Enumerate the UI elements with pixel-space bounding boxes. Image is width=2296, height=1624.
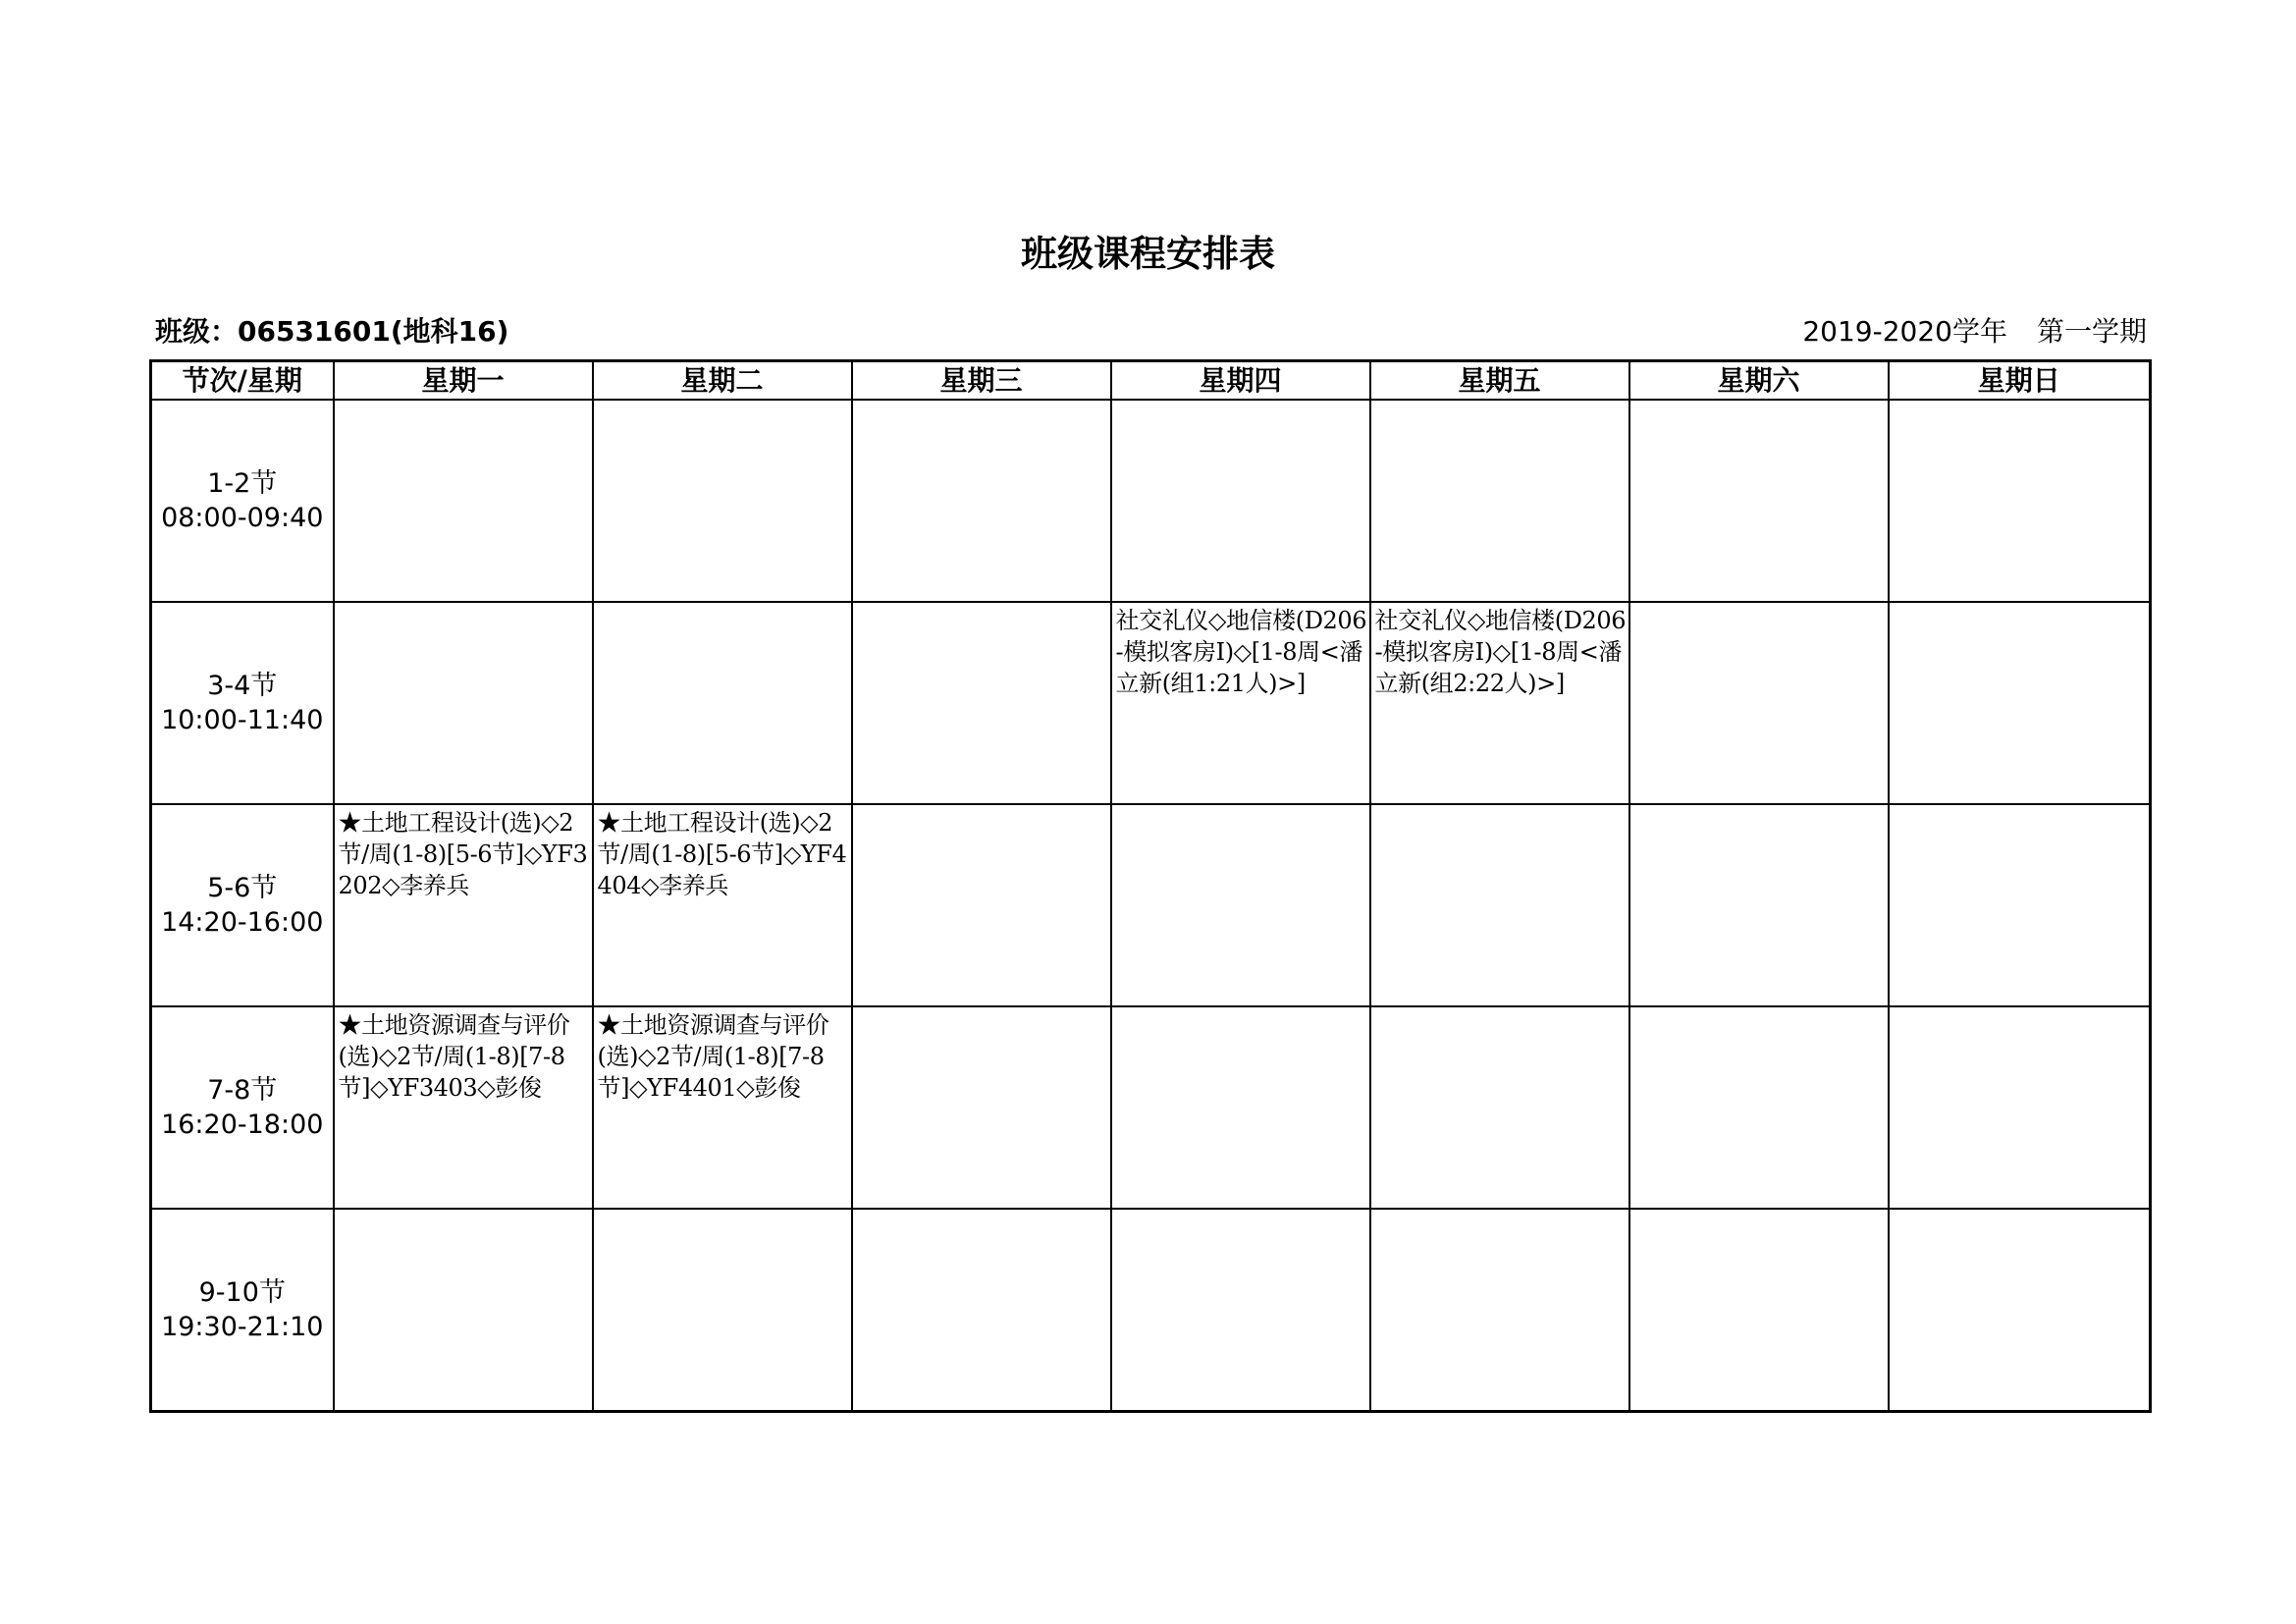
course-entry: ★土地资源调查与评价(选)◇2节/周(1-8)[7-8节]◇YF4401◇彭俊 bbox=[597, 1011, 829, 1102]
header-row bbox=[151, 361, 2151, 401]
period-time: 14:20-16:00 bbox=[161, 907, 324, 938]
schedule-cell bbox=[334, 602, 593, 804]
schedule-cell bbox=[1370, 400, 1629, 602]
academic-year: 2019-2020学年 bbox=[1802, 315, 2007, 348]
period-label: 7-8节 bbox=[207, 1075, 278, 1106]
schedule-cell bbox=[593, 400, 852, 602]
page-title: 班级课程安排表 bbox=[1021, 232, 1275, 275]
schedule-cell bbox=[593, 1209, 852, 1412]
schedule-cell bbox=[1111, 602, 1370, 804]
period-row-5-6 bbox=[151, 804, 2151, 1006]
schedule-cell bbox=[1889, 1006, 2151, 1209]
schedule-cell bbox=[1111, 1209, 1370, 1412]
schedule-cell bbox=[852, 602, 1111, 804]
period-row-1-2 bbox=[151, 400, 2151, 602]
day-header-saturday: 星期六 bbox=[1629, 361, 1889, 401]
schedule-cell bbox=[1370, 804, 1629, 1006]
schedule-cell bbox=[1370, 1006, 1629, 1209]
day-header-tuesday: 星期二 bbox=[593, 361, 852, 401]
course-entry: 社交礼仪◇地信楼(D206-模拟客房Ⅰ)◇[1-8周<潘立新(组2:22人)>] bbox=[1374, 607, 1627, 697]
period-cell bbox=[151, 602, 334, 804]
period-row-7-8 bbox=[151, 1006, 2151, 1209]
day-header-monday: 星期一 bbox=[334, 361, 593, 401]
schedule-cell bbox=[1111, 400, 1370, 602]
course-entry: 社交礼仪◇地信楼(D206-模拟客房Ⅰ)◇[1-8周<潘立新(组1:21人)>] bbox=[1115, 607, 1367, 697]
schedule-cell bbox=[852, 1209, 1111, 1412]
schedule-cell bbox=[1111, 804, 1370, 1006]
period-label: 1-2节 bbox=[207, 468, 278, 499]
schedule-cell bbox=[852, 400, 1111, 602]
period-time: 19:30-21:10 bbox=[161, 1312, 324, 1342]
corner-header: 节次/星期 bbox=[151, 361, 334, 401]
schedule-cell bbox=[852, 1006, 1111, 1209]
schedule-cell bbox=[593, 1006, 852, 1209]
period-time: 08:00-09:40 bbox=[161, 503, 324, 533]
period-row-9-10 bbox=[151, 1209, 2151, 1412]
course-entry: ★土地工程设计(选)◇2节/周(1-8)[5-6节]◇YF3202◇李养兵 bbox=[338, 809, 588, 899]
schedule-cell bbox=[1629, 602, 1889, 804]
schedule-cell bbox=[1889, 804, 2151, 1006]
schedule-cell bbox=[1889, 1209, 2151, 1412]
period-label: 9-10节 bbox=[198, 1277, 286, 1308]
period-cell bbox=[151, 400, 334, 602]
schedule-cell bbox=[1629, 1209, 1889, 1412]
schedule-cell bbox=[1889, 400, 2151, 602]
schedule-cell bbox=[593, 804, 852, 1006]
schedule-cell bbox=[1629, 804, 1889, 1006]
schedule-cell bbox=[334, 1209, 593, 1412]
schedule-cell bbox=[1629, 400, 1889, 602]
period-row-3-4 bbox=[151, 602, 2151, 804]
semester: 第一学期 bbox=[2036, 315, 2147, 348]
day-header-thursday: 星期四 bbox=[1111, 361, 1370, 401]
period-cell bbox=[151, 804, 334, 1006]
class-info: 班级：06531601(地科16) bbox=[155, 315, 509, 348]
period-time: 16:20-18:00 bbox=[161, 1110, 324, 1140]
schedule-cell bbox=[334, 1006, 593, 1209]
schedule-cell bbox=[1111, 1006, 1370, 1209]
day-header-wednesday: 星期三 bbox=[852, 361, 1111, 401]
course-entry: ★土地工程设计(选)◇2节/周(1-8)[5-6节]◇YF4404◇李养兵 bbox=[597, 809, 847, 899]
period-cell bbox=[151, 1209, 334, 1412]
period-time: 10:00-11:40 bbox=[161, 705, 324, 735]
day-header-sunday: 星期日 bbox=[1889, 361, 2151, 401]
schedule-cell bbox=[334, 804, 593, 1006]
schedule-cell bbox=[852, 804, 1111, 1006]
schedule-cell bbox=[1889, 602, 2151, 804]
course-entry: ★土地资源调查与评价(选)◇2节/周(1-8)[7-8节]◇YF3403◇彭俊 bbox=[338, 1011, 570, 1102]
period-label: 5-6节 bbox=[207, 873, 278, 903]
period-label: 3-4节 bbox=[207, 671, 278, 701]
schedule-cell bbox=[334, 400, 593, 602]
schedule-cell bbox=[593, 602, 852, 804]
schedule-table bbox=[149, 359, 2152, 1413]
schedule-cell bbox=[1370, 1209, 1629, 1412]
term-info bbox=[1802, 312, 2147, 352]
day-header-friday: 星期五 bbox=[1370, 361, 1629, 401]
period-cell bbox=[151, 1006, 334, 1209]
schedule-cell bbox=[1370, 602, 1629, 804]
schedule-cell bbox=[1629, 1006, 1889, 1209]
